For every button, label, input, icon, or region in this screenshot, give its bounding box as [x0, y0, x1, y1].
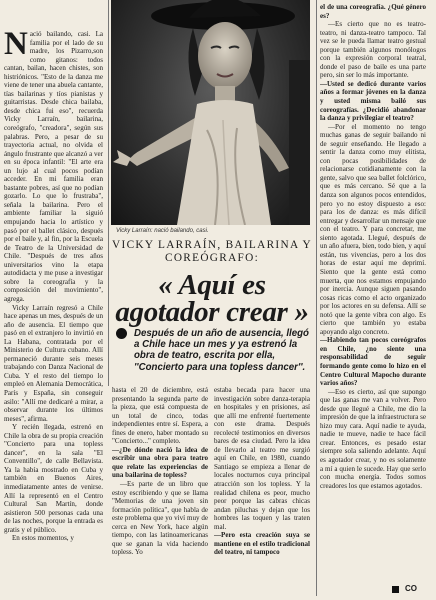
paragraph: hasta el 20 de diciembre, está presentando la segunda parte de la pieza, que está compuesta de un total de cinco, todas independientes entre sí. Espera, a fines de enero, haber montado su "Concierto..." completo.	[112, 386, 208, 446]
paragraph: el de una coreografía. ¿Qué género es?	[320, 3, 426, 20]
dancer-illustration	[111, 0, 310, 225]
article-column-right	[320, 3, 426, 595]
paragraph: —Es cierto que no es teatro-teatro, ni danza-teatro tampoco. Tal vez se le pueda llamar teatro gestual porque también algunos monólogos con la expresión corporal teatral, donde el paso de baile es una parte pero, sin ser lo más importante.	[320, 20, 426, 80]
paragraph: —Eso es cierto, así que supongo que las ganas me van a volver. Pero desde que llegué a Chile, me dio la impresión de que la infraestructura se hizo muy cara. Aquí nadie te ayuda, nadie te mueve, nadie te hace fácil crear. Entonces, es pesado estar siempre sola saliendo adelante. Aquí es agotador crear, y no es solamente a mí a quien le sucede. Hay que serlo con mucha energía. Todos somos creadores los que estamos agotados.	[320, 387, 426, 490]
paragraph: Y recién llegada, estrenó en Chile la obra de su propia creación "Concierto para una topless dancer", en la sala "El Conventillo", de calle Bellavista. Ya la había mostrado en Cuba y también en Buenos Aires, inmediatamente antes de venirse. Allí la representó en el Centro Cultural San Martín, donde asistieron 500 personas cada una de las noches, porque la entrada es gratis y el público.	[4, 423, 103, 534]
article-column-middle-2	[214, 386, 310, 596]
article-column-left	[4, 30, 103, 596]
interview-question: —¿De dónde nació la idea de escribir una obra para teatro que relate las experiencias de una bailarina de topless?	[112, 445, 208, 480]
paragraph: ació bailando, casi. La familia por el lado de su madre, los Pizarro,son como gitanos: todos cantan, bailan, hacen chistes, son histriónicos. "Esto de la danza me viene de tener una abuela cantante, tías bailarinas y tíos pianistas y guitarristas. Desde chica bailaba, desde chica fui eso", recuerda Vicky Larraín, bailarina, coreógrafo, "creadora", según sus palabras. Pero, a pesar de su trayectoria actual, no olvida el ángulo frustrante que alcanzó a ver en su época infantil: "El arte era un lujo al cual pocos podían acceder. En mi familia eran bastante pobres, así que no podían gozarlo. Lo que lo frustraba", señala la bailarina. Pero el ambiente familiar la siguió empujando hacia lo artístico y pasó por el ballet clásico, después por el baile y, al fin, por la Escuela de Teatro de la Universidad de Chile. "Después de tres años universitarios vino la etapa autodidacta y me puse a investigar sobre la coreografía y la composición del movimiento", agrega.	[4, 30, 103, 303]
article-kicker: VICKY LARRAÍN, BAILARINA Y COREÓGRAFO:	[112, 239, 312, 264]
interview-question: —Pero esta creación suya se mantiene en el estilo tradicional del teatro, ni tampoco	[214, 531, 310, 557]
paragraph: estaba becada para hacer una investigación sobre danza-terapia en hospitales y en prisiones, así que allí me enfrenté fuertemente con este drama. Después recolecté testimonios en diversos bares de esa ciudad. Pero la idea de llevarlo al teatro me surgió aquí en Chile, en 1980, cuando Santiago se empieza a llenar de locales nocturnos cuya principal atracción son los topless. Y la realidad chilena es peor, mucho peor porque las cabras chicas andan piluchas y dejan que los hombres las toquen y las traten mal.	[214, 386, 310, 531]
article-headline: « Aquí es agotador crear »	[115, 269, 309, 328]
paragraph: Vicky Larraín regresó a Chile hace apenas un mes, después de un año de ausencia. El tiempo que pasó en el extranjero lo invirtió en La Habana, contratada por el Ministerio de Cultura cubano. Allí permaneció durante seis meses trabajando con Danza Nacional de Cuba. Y el resto del tiempo lo empleó en Alemania Democrática, París y España, sin conseguir asilo: "Allí me dedicaré a mirar, a observar durante los últimos meses", afirma.	[4, 303, 103, 423]
end-mark-icon	[392, 586, 399, 593]
photo-caption: Vicky Larraín: nació bailando, casi.	[116, 228, 209, 234]
bullet-icon	[116, 328, 127, 339]
article-column-middle-1	[112, 386, 208, 596]
article-deck: Después de un año de ausencia, llegó a Chile hace un mes y ya estrenó la obra de teatro, escrita por ella, ''Concierto para una topless dancer''.	[134, 328, 309, 373]
column-rule	[316, 0, 317, 596]
column-rule	[108, 0, 109, 386]
paragraph: En estos momentos, y	[12, 534, 74, 543]
publication-logo: CO	[405, 584, 417, 593]
paragraph: —Es parte de un libro que estoy escribiendo y que se llama "Memorias de una joven sin formación política", que habla de este problema que yo viví muy de cerca en New York, hace algún tiempo, con las latinoamericanas que se ganan la vida haciendo topless. Yo	[112, 480, 208, 557]
interview-question: —Habiendo tan pocos coreógrafos en Chile, ¿no siente una responsabilidad de seguir formando gente como lo hizo en el Centro Cultural Mapocho durante varios años?	[320, 336, 426, 388]
drop-cap: N	[4, 30, 28, 62]
dancer-photo	[111, 0, 310, 225]
paragraph: —Por el momento no tengo muchas ganas de seguir bailando ni de seguir enseñando. He llegado a sentir la danza como muy elitista, con pocas posibilidades de relacionarse cotidianamente con la gente, salvo que sea ballet folclórico, que es más cercano. Sé que a la danza son algunos pocos entendidos, pero yo no estoy dispuesto a eso: para los de danza: es más difícil entregar y desarrollar un mensaje que con el teatro. Y para concretar, me siento agotada. Llegué, después de un año afuera, bien, todo bien, y aquí están, tus vivencias, pero a los dos horas de estar aquí me deprimí. Siento que la gente está como muerta, que nos estamos empujando por inercia. Aunque siguen pasando cosas ricas como el acto organizado por los actores en su defensa. Allí se notó que la gente vibra con algo. Es cierto que también yo estaba apoyando algo concreto.	[320, 122, 426, 336]
interview-question: —Usted se dedicó durante varios años a formar jóvenes en la danza y usted misma bailó sus coreografías. ¿Decidió abandonar la danza y privilegiar el teatro?	[320, 79, 426, 123]
